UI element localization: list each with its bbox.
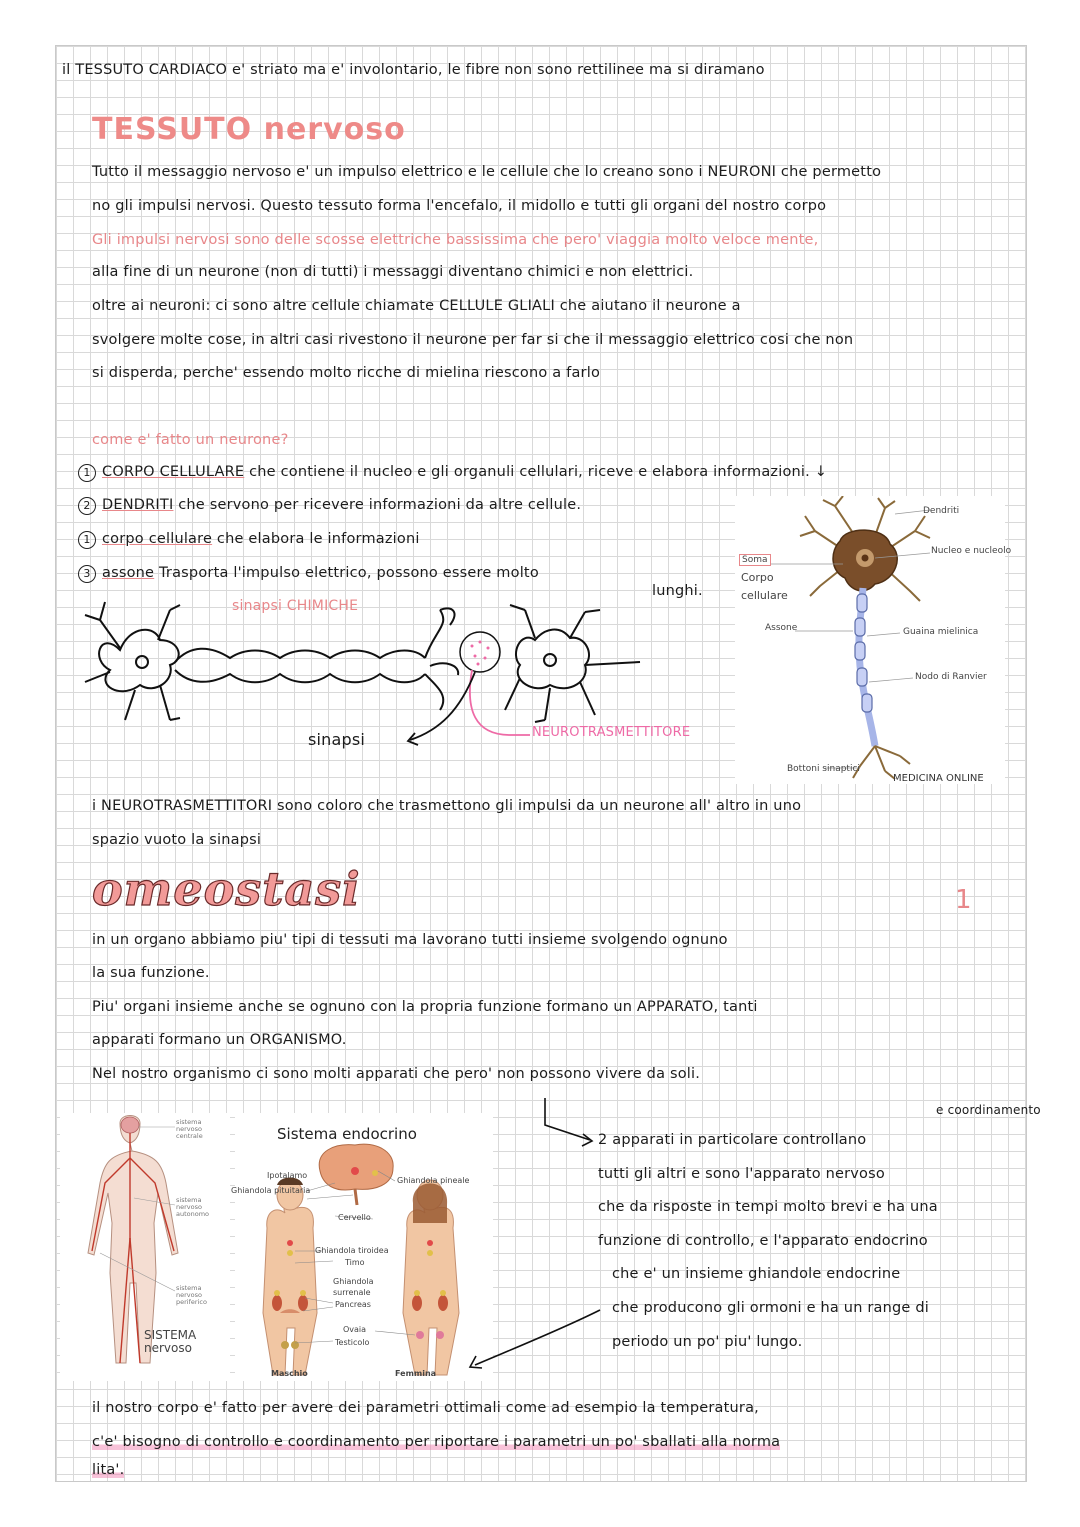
label-nucleo: Nucleo e nucleolo xyxy=(931,546,1012,556)
label-guaina: Guaina mielinica xyxy=(903,627,979,637)
closing-line2 xyxy=(92,1434,780,1450)
list-number: 2 xyxy=(78,497,96,515)
list-item xyxy=(78,565,539,583)
brand-medicina-online: MEDICINA ONLINE xyxy=(893,773,984,784)
label-pancreas: Pancreas xyxy=(335,1300,371,1309)
side-line4: funzione di controllo, e l'apparato endocrino xyxy=(598,1233,928,1249)
list-text: che servono per ricevere informazioni da altre cellule. xyxy=(178,497,582,513)
endocrine-system-figure xyxy=(231,1113,493,1381)
list-text: che elabora le informazioni xyxy=(216,531,420,547)
nervoso-p1-line5: oltre ai neuroni: ci sono altre cellule chiamate CELLULE GLIALI che aiutano il neurone a xyxy=(92,298,741,314)
label-snc: sistema nervoso centrale xyxy=(176,1118,203,1140)
neuron-question: come e' fatto un neurone? xyxy=(92,432,289,448)
omeostasi-p1-line4: apparati formano un ORGANISMO. xyxy=(92,1032,347,1048)
nervoso-p1-line3: Gli impulsi nervosi sono delle scosse elettriche bassissima che pero' viaggia molto veloce mente, xyxy=(92,232,819,248)
neuron-illustration xyxy=(735,496,1005,784)
label-dendriti: Dendriti xyxy=(923,506,960,516)
label-timo: Timo xyxy=(345,1258,365,1267)
side-line6: che producono gli ormoni e ha un range di xyxy=(612,1300,929,1316)
side-note-top: e coordinamento xyxy=(936,1103,1041,1117)
closing-line3 xyxy=(92,1462,124,1478)
list-term: corpo cellulare xyxy=(102,531,213,547)
neuron-sketch xyxy=(80,590,660,770)
side-line7: periodo un po' piu' lungo. xyxy=(612,1334,803,1350)
label-soma: Soma xyxy=(739,554,771,566)
list-continuation: lunghi. xyxy=(652,583,703,599)
label-cellulare: cellulare xyxy=(741,589,788,602)
omeostasi-p1-line3: Piu' organi insieme anche se ognuno con la propria funzione formano un APPARATO, tanti xyxy=(92,999,758,1015)
list-item xyxy=(78,497,581,515)
list-term: DENDRITI xyxy=(102,497,174,513)
label-ipotalamo: Ipotalamo xyxy=(267,1171,308,1180)
label-testicolo: Testicolo xyxy=(335,1338,370,1347)
page-mark: 1 xyxy=(955,885,972,915)
label-sistema-nervoso: SISTEMA nervoso xyxy=(144,1328,197,1355)
label-corpo: Corpo xyxy=(741,571,774,584)
nervoso-p1-line6: svolgere molte cose, in altri casi rivestono il neurone per far si che il messaggio elettrico cosi che non xyxy=(92,332,854,348)
section-title-nervoso: TESSUTO nervoso xyxy=(92,112,406,147)
nervoso-p1-line4: alla fine di un neurone (non di tutti) i messaggi diventano chimici e non elettrici. xyxy=(92,264,694,280)
label-assone: Assone xyxy=(765,623,798,633)
list-item xyxy=(78,531,420,549)
list-term: CORPO CELLULARE xyxy=(102,464,245,480)
list-item xyxy=(78,464,827,482)
label-pineale: Ghiandola pineale xyxy=(397,1176,470,1185)
neuro-text: i NEUROTRASMETTITORI sono coloro che trasmettono gli impulsi da un neurone all' altro in uno xyxy=(92,798,802,814)
omeostasi-p1-line5: Nel nostro organismo ci sono molti apparati che pero' non possono vivere da soli. xyxy=(92,1066,701,1082)
label-neurotrasmettitore: NEUROTRASMETTITORE xyxy=(532,725,691,740)
label-cervello: Cervello xyxy=(338,1213,371,1222)
endocrine-title: Sistema endocrino xyxy=(277,1125,417,1143)
omeostasi-p1-line2: la sua funzione. xyxy=(92,965,210,981)
label-pituitaria: Ghiandola pituitaria xyxy=(231,1186,311,1195)
side-line5: che e' un insieme ghiandole endocrine xyxy=(612,1266,901,1282)
label-maschio: Maschio xyxy=(271,1369,308,1378)
side-line2: tutti gli altri e sono l'apparato nervoso xyxy=(598,1166,885,1182)
label-ovaia: Ovaia xyxy=(343,1325,367,1334)
list-term: assone xyxy=(102,565,155,581)
omeostasi-p1-line1: in un organo abbiamo piu' tipi di tessuti ma lavorano tutti insieme svolgendo ognuno xyxy=(92,932,728,948)
label-sinapsi-chimiche: sinapsi CHIMICHE xyxy=(232,598,359,614)
label-tiroidea: Ghiandola tiroidea xyxy=(315,1246,389,1255)
label-sinapsi: sinapsi xyxy=(308,730,366,749)
list-text: che contiene il nucleo e gli organuli cellulari, riceve e elabora informazioni. ↓ xyxy=(249,464,828,480)
label-bottoni: Bottoni sinaptici xyxy=(787,764,860,774)
list-number: 1 xyxy=(78,531,96,549)
neurotrasmettitori-line2: spazio vuoto la sinapsi xyxy=(92,832,262,848)
label-nodo: Nodo di Ranvier xyxy=(915,672,987,682)
nervous-system-figure xyxy=(60,1113,230,1381)
nervoso-p1-line2: no gli impulsi nervosi. Questo tessuto forma l'encefalo, il midollo e tutti gli organi del nostro corpo xyxy=(92,198,827,214)
intro-line: il TESSUTO CARDIACO e' striato ma e' involontario, le fibre non sono rettilinee ma si diramano xyxy=(62,62,765,78)
label-femmina: Femmina xyxy=(395,1369,437,1378)
closing-line1: il nostro corpo e' fatto per avere dei parametri ottimali come ad esempio la temperatura, xyxy=(92,1400,759,1416)
label-surrenale: Ghiandola surrenale xyxy=(333,1277,374,1297)
nervoso-p1-line7: si disperda, perche' essendo molto ricche di mielina riescono a farlo xyxy=(92,365,601,381)
side-line3: che da risposte in tempi molto brevi e ha una xyxy=(598,1199,938,1215)
neuron-anatomy-figure xyxy=(735,496,1012,784)
neurotrasmettitori-line1 xyxy=(92,798,801,814)
list-number: 3 xyxy=(78,565,96,583)
nervoso-p1-line1: Tutto il messaggio nervoso e' un impulso elettrico e le cellule che lo creano sono i NEURONI che permetto xyxy=(92,164,882,180)
list-number: 1 xyxy=(78,464,96,482)
list-text: Trasporta l'impulso elettrico, possono essere molto xyxy=(159,565,539,581)
closing-end: lita'. xyxy=(92,1462,125,1478)
section-title-omeostasi: omeostasi xyxy=(92,862,361,916)
label-snp: sistema nervoso periferico xyxy=(176,1284,207,1306)
closing-text: c'e' bisogno di controllo e coordinamento per riportare i parametri un po' sballati alla norma xyxy=(92,1434,781,1450)
side-line1: 2 apparati in particolare controllano xyxy=(598,1132,867,1148)
label-sna: sistema nervoso autonomo xyxy=(176,1196,210,1218)
